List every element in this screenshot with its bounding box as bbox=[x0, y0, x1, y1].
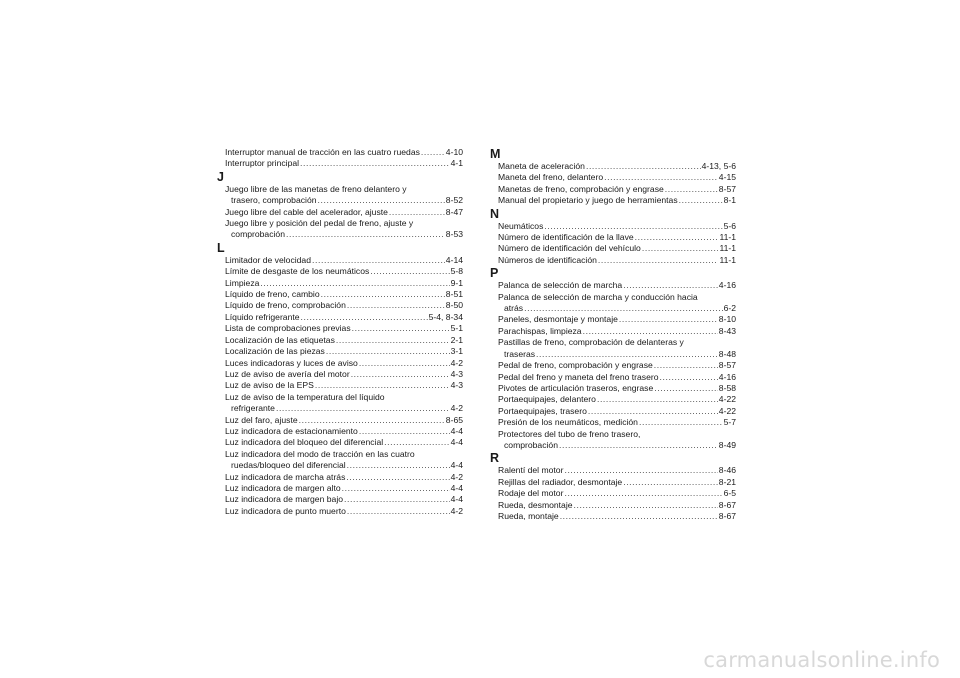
entry-text-line: Pastillas de freno, comprobación de delanteras y bbox=[498, 337, 684, 348]
dot-leader bbox=[536, 349, 718, 360]
index-entry bbox=[225, 147, 463, 158]
entry-row bbox=[498, 303, 736, 314]
dot-leader bbox=[315, 380, 450, 391]
dot-leader bbox=[654, 383, 718, 394]
entry-row bbox=[225, 207, 463, 218]
dot-leader bbox=[299, 415, 445, 426]
entry-term: Portaequipajes, delantero bbox=[498, 394, 596, 405]
entry-term: Interruptor manual de tracción en las cuatro ruedas bbox=[225, 147, 420, 157]
entry-term: Luz de aviso de avería del motor bbox=[225, 368, 350, 379]
entry-row bbox=[225, 312, 463, 323]
dot-leader bbox=[326, 346, 450, 357]
index-entry bbox=[225, 369, 463, 380]
entry-term: Luces indicadoras y luces de aviso bbox=[225, 357, 358, 368]
dot-leader bbox=[359, 358, 450, 369]
page-reference: 4-2 bbox=[450, 403, 463, 414]
entry-row bbox=[498, 280, 736, 291]
dot-leader bbox=[679, 195, 723, 206]
entry-text-line: Luz de aviso de la temperatura del líquido bbox=[225, 391, 385, 402]
index-entry bbox=[498, 243, 736, 254]
entry-term: Interruptor principal bbox=[225, 158, 300, 169]
entry-row bbox=[225, 323, 463, 334]
index-entry bbox=[225, 184, 463, 207]
dot-leader bbox=[347, 300, 445, 311]
dot-leader bbox=[384, 437, 449, 448]
entry-term: Luz indicadora de estacionamiento bbox=[225, 425, 358, 436]
entry-row bbox=[225, 335, 463, 346]
dot-leader bbox=[524, 303, 722, 314]
dot-leader bbox=[619, 314, 718, 325]
index-entry bbox=[225, 300, 463, 311]
index-entry bbox=[225, 289, 463, 300]
entry-text-line: Protectores del tubo de freno trasero, bbox=[498, 428, 641, 439]
page-reference: 4-4 bbox=[450, 494, 463, 505]
page-reference: 6-5 bbox=[723, 488, 736, 499]
page-reference: 4-3 bbox=[450, 380, 463, 391]
entry-term: Luz de aviso de la EPS bbox=[225, 380, 314, 391]
entry-term: Líquido refrigerante bbox=[225, 311, 300, 322]
index-entry bbox=[225, 255, 463, 266]
entry-row bbox=[498, 255, 736, 266]
entry-term: comprobación bbox=[504, 439, 558, 450]
page-reference: 4-1 bbox=[450, 158, 463, 169]
index-entry bbox=[498, 383, 736, 394]
index-entry bbox=[225, 506, 463, 517]
entry-row bbox=[225, 483, 463, 494]
section-letter-heading: N bbox=[490, 206, 500, 221]
dot-leader bbox=[654, 360, 718, 371]
entry-text-line: Juego libre y posición del pedal de freno, ajuste y bbox=[225, 218, 414, 229]
entry-row bbox=[498, 172, 736, 183]
page-reference: 8-50 bbox=[445, 300, 463, 311]
index-entry bbox=[225, 266, 463, 277]
index-entry bbox=[498, 500, 736, 511]
index-entry bbox=[498, 255, 736, 266]
entry-term: Manetas de freno, comprobación y engrase bbox=[498, 183, 664, 194]
page-reference: 8-58 bbox=[718, 382, 736, 393]
entry-term: Presión de los neumáticos, medición bbox=[498, 417, 638, 428]
entry-term: refrigerante bbox=[231, 403, 275, 414]
index-entry bbox=[225, 437, 463, 448]
entry-row bbox=[225, 358, 463, 369]
entry-row bbox=[498, 372, 736, 383]
entry-term: Número de identificación del vehículo bbox=[498, 243, 641, 254]
entry-row bbox=[225, 369, 463, 380]
index-entry bbox=[498, 429, 736, 452]
entry-term: Número de identificación de la llave bbox=[498, 232, 634, 243]
index-entry bbox=[498, 161, 736, 172]
page-reference: 4-4 bbox=[450, 425, 463, 436]
dot-leader bbox=[286, 229, 445, 240]
entry-text-line: Palanca de selección de marcha y conducción hacia bbox=[498, 291, 698, 302]
index-entry bbox=[498, 292, 736, 315]
index-section bbox=[490, 147, 736, 207]
entry-row bbox=[225, 380, 463, 391]
dot-leader bbox=[564, 465, 717, 476]
entry-term: atrás bbox=[504, 303, 524, 314]
page-reference: 4-4 bbox=[450, 482, 463, 493]
entry-term: comprobación bbox=[231, 229, 285, 240]
index-entry bbox=[498, 184, 736, 195]
dot-leader bbox=[351, 369, 450, 380]
page-reference: 4-10 bbox=[445, 147, 463, 157]
entry-term: Límite de desgaste de los neumáticos bbox=[225, 266, 370, 277]
index-entry bbox=[225, 207, 463, 218]
entry-term: Limitador de velocidad bbox=[225, 254, 311, 265]
page-reference: 8-65 bbox=[445, 414, 463, 425]
entry-term: Maneta del freno, delantero bbox=[498, 172, 604, 183]
page-reference: 4-16 bbox=[718, 371, 736, 382]
dot-leader bbox=[276, 403, 450, 414]
entry-term: Palanca de selección de marcha bbox=[498, 280, 623, 291]
entry-row bbox=[225, 278, 463, 289]
index-section bbox=[217, 240, 463, 517]
entry-row bbox=[498, 195, 736, 206]
dot-leader bbox=[588, 406, 718, 417]
page-reference: 8-10 bbox=[718, 314, 736, 325]
page-reference: 2-1 bbox=[450, 334, 463, 345]
entry-row bbox=[225, 229, 463, 240]
entry-row bbox=[498, 383, 736, 394]
page-reference: 8-49 bbox=[718, 439, 736, 450]
entry-row bbox=[498, 440, 736, 451]
section-letter-heading: R bbox=[490, 451, 500, 466]
index-entry bbox=[225, 323, 463, 334]
page-reference: 4-4 bbox=[450, 437, 463, 448]
dot-leader bbox=[321, 289, 445, 300]
index-entry bbox=[498, 221, 736, 232]
entry-term: Neumáticos bbox=[498, 220, 544, 231]
page-reference: 4-4 bbox=[450, 460, 463, 471]
dot-leader bbox=[359, 426, 450, 437]
entry-term: Juego libre del cable del acelerador, ajuste bbox=[225, 206, 388, 217]
page-reference: 8-21 bbox=[718, 476, 736, 487]
entry-row bbox=[225, 460, 463, 471]
index-entry bbox=[498, 477, 736, 488]
entry-term: Luz indicadora de margen bajo bbox=[225, 494, 344, 505]
dot-leader bbox=[586, 161, 701, 172]
index-entry bbox=[498, 360, 736, 371]
dot-leader bbox=[544, 221, 722, 232]
entry-term: Manual del propietario y juego de herramientas bbox=[498, 195, 678, 206]
entry-term: Localización de las piezas bbox=[225, 346, 325, 357]
entry-term: Pedal de freno, comprobación y engrase bbox=[498, 360, 653, 371]
page-reference: 8-57 bbox=[718, 183, 736, 194]
page-reference: 3-1 bbox=[450, 346, 463, 357]
entry-row bbox=[498, 465, 736, 476]
entry-row bbox=[225, 506, 463, 517]
page-reference: 4-2 bbox=[450, 471, 463, 482]
entry-row bbox=[225, 346, 463, 357]
entry-term: Luz indicadora del bloqueo del diferencial bbox=[225, 437, 384, 448]
dot-leader bbox=[301, 312, 428, 323]
dot-leader bbox=[389, 207, 445, 218]
dot-leader bbox=[639, 417, 723, 428]
entry-row bbox=[225, 158, 463, 169]
page-reference: 8-48 bbox=[718, 348, 736, 359]
section-letter-heading: M bbox=[490, 147, 501, 161]
page-reference: 4-2 bbox=[450, 505, 463, 516]
dot-leader bbox=[352, 323, 450, 334]
entry-term: Paneles, desmontaje y montaje bbox=[498, 314, 618, 325]
entry-row bbox=[498, 161, 736, 172]
entry-row bbox=[225, 255, 463, 266]
dot-leader bbox=[642, 243, 719, 254]
index-entry bbox=[498, 372, 736, 383]
entry-term: Maneta de aceleración bbox=[498, 161, 585, 171]
dot-leader bbox=[574, 500, 718, 511]
entry-term: Luz indicadora de margen alto bbox=[225, 482, 341, 493]
index-entry bbox=[498, 280, 736, 291]
entry-term: Números de identificación bbox=[498, 254, 597, 265]
entry-row bbox=[225, 403, 463, 414]
dot-leader bbox=[597, 394, 718, 405]
dot-leader bbox=[347, 460, 450, 471]
index-entry bbox=[498, 394, 736, 405]
page-reference: 8-47 bbox=[445, 206, 463, 217]
dot-leader bbox=[344, 494, 450, 505]
entry-term: Ralentí del motor bbox=[498, 465, 564, 476]
index-entry bbox=[498, 488, 736, 499]
index-entry bbox=[225, 218, 463, 241]
index-section bbox=[490, 266, 736, 451]
entry-term: Portaequipajes, trasero bbox=[498, 405, 587, 416]
page-reference: 11-1 bbox=[719, 232, 736, 243]
page-reference: 4-15 bbox=[718, 172, 736, 183]
entry-row bbox=[498, 488, 736, 499]
entry-row bbox=[225, 415, 463, 426]
index-entry bbox=[498, 326, 736, 337]
entry-row bbox=[225, 195, 463, 206]
index-entry bbox=[225, 483, 463, 494]
index-entry bbox=[225, 312, 463, 323]
index-entry bbox=[225, 449, 463, 472]
entry-row bbox=[225, 426, 463, 437]
page-reference: 4-13, 5-6 bbox=[701, 161, 736, 171]
dot-leader bbox=[564, 488, 722, 499]
entry-term: Localización de las etiquetas bbox=[225, 334, 335, 345]
page-reference: 11-1 bbox=[719, 254, 736, 265]
dot-leader bbox=[660, 372, 718, 383]
entry-row bbox=[498, 406, 736, 417]
page-reference: 4-3 bbox=[450, 368, 463, 379]
entry-row bbox=[498, 232, 736, 243]
index-entry bbox=[498, 172, 736, 183]
entry-row bbox=[498, 221, 736, 232]
index-entry bbox=[225, 415, 463, 426]
index-entry bbox=[498, 406, 736, 417]
dot-leader bbox=[300, 158, 450, 169]
dot-leader bbox=[623, 477, 718, 488]
entry-term: Rodaje del motor bbox=[498, 488, 564, 499]
page-reference: 5-8 bbox=[450, 266, 463, 277]
dot-leader bbox=[318, 195, 445, 206]
dot-leader bbox=[583, 326, 718, 337]
dot-leader bbox=[346, 472, 449, 483]
entry-term: Pivotes de articulación traseros, engrase bbox=[498, 382, 654, 393]
section-letter-heading: P bbox=[490, 266, 499, 281]
page-reference: 11-1 bbox=[719, 243, 736, 254]
dot-leader bbox=[560, 511, 718, 522]
entry-term: Luz indicadora de punto muerto bbox=[225, 505, 346, 516]
dot-leader bbox=[623, 280, 718, 291]
index-entry bbox=[498, 232, 736, 243]
index-entry bbox=[225, 392, 463, 415]
watermark-footer[interactable]: carmanualsonline.info bbox=[703, 648, 940, 672]
entry-term: Líquido de freno, cambio bbox=[225, 289, 320, 300]
page-reference: 8-51 bbox=[445, 289, 463, 300]
entry-row bbox=[225, 472, 463, 483]
page-reference: 9-1 bbox=[450, 277, 463, 288]
page-reference: 4-16 bbox=[718, 280, 736, 291]
entry-row bbox=[498, 326, 736, 337]
entry-row bbox=[225, 437, 463, 448]
entry-row bbox=[498, 394, 736, 405]
index-entry bbox=[225, 494, 463, 505]
entry-term: Rueda, desmontaje bbox=[498, 499, 573, 510]
index-entry bbox=[498, 465, 736, 476]
dot-leader bbox=[347, 506, 450, 517]
entry-term: Lista de comprobaciones previas bbox=[225, 323, 351, 334]
index-entry bbox=[498, 195, 736, 206]
page-reference: 8-67 bbox=[718, 499, 736, 510]
dot-leader bbox=[604, 172, 718, 183]
page-reference: 8-67 bbox=[718, 510, 736, 521]
entry-term: ruedas/bloqueo del diferencial bbox=[231, 460, 346, 471]
page-reference: 8-43 bbox=[718, 325, 736, 336]
page-reference: 8-46 bbox=[718, 465, 736, 476]
entry-row bbox=[498, 417, 736, 428]
entry-term: Rueda, montaje bbox=[498, 510, 559, 521]
page-reference: 8-52 bbox=[445, 195, 463, 206]
page-reference: 5-6 bbox=[723, 220, 736, 231]
dot-leader bbox=[336, 335, 450, 346]
page-reference: 8-53 bbox=[445, 229, 463, 240]
entry-term: Luz indicadora de marcha atrás bbox=[225, 471, 346, 482]
index-entry bbox=[225, 472, 463, 483]
section-letter-heading: L bbox=[217, 240, 225, 255]
index-entry bbox=[498, 511, 736, 522]
entry-row bbox=[225, 147, 463, 158]
page-reference: 4-2 bbox=[450, 357, 463, 368]
entry-row bbox=[498, 243, 736, 254]
page-reference: 4-14 bbox=[445, 254, 463, 265]
entry-row bbox=[225, 494, 463, 505]
index-section bbox=[490, 451, 736, 522]
page-reference: 4-22 bbox=[718, 405, 736, 416]
page-reference: 4-22 bbox=[718, 394, 736, 405]
entry-row bbox=[225, 266, 463, 277]
dot-leader bbox=[421, 147, 445, 158]
entry-term: Pedal del freno y maneta del freno trasero bbox=[498, 371, 659, 382]
index-entry bbox=[225, 380, 463, 391]
dot-leader bbox=[370, 266, 449, 277]
index-entry bbox=[225, 158, 463, 169]
index-section bbox=[490, 206, 736, 267]
page-reference: 6-2 bbox=[723, 303, 736, 314]
entry-term: traseras bbox=[504, 348, 536, 359]
page-reference: 5-4, 8-34 bbox=[428, 311, 463, 322]
entry-row bbox=[498, 360, 736, 371]
entry-term: Líquido de freno, comprobación bbox=[225, 300, 346, 311]
page-reference: 5-7 bbox=[723, 417, 736, 428]
index-entry bbox=[498, 314, 736, 325]
dot-leader bbox=[635, 232, 719, 243]
entry-text-line: Luz indicadora del modo de tracción en las cuatro bbox=[225, 448, 415, 459]
entry-term: Parachispas, limpieza bbox=[498, 325, 582, 336]
entry-row bbox=[498, 511, 736, 522]
dot-leader bbox=[559, 440, 718, 451]
index-entry bbox=[225, 278, 463, 289]
index-column-right bbox=[490, 147, 736, 522]
section-letter-heading: J bbox=[217, 169, 224, 184]
page-reference: 8-57 bbox=[718, 360, 736, 371]
entry-row bbox=[498, 477, 736, 488]
index-entry bbox=[225, 346, 463, 357]
dot-leader bbox=[342, 483, 450, 494]
entry-row bbox=[498, 184, 736, 195]
index-entry bbox=[225, 335, 463, 346]
index-entry bbox=[498, 417, 736, 428]
entry-row bbox=[225, 300, 463, 311]
dot-leader bbox=[665, 184, 718, 195]
index-entry bbox=[498, 337, 736, 360]
entry-row bbox=[225, 289, 463, 300]
page-reference: 5-1 bbox=[450, 323, 463, 334]
index-section bbox=[217, 169, 463, 241]
entry-text-line: Juego libre de las manetas de freno delantero y bbox=[225, 183, 407, 194]
index-entry bbox=[225, 426, 463, 437]
page-reference: 8-1 bbox=[723, 195, 736, 206]
dot-leader bbox=[260, 278, 449, 289]
index-column-left bbox=[217, 147, 463, 517]
dot-leader bbox=[312, 255, 445, 266]
entry-term: Rejillas del radiador, desmontaje bbox=[498, 476, 623, 487]
index-entry bbox=[225, 358, 463, 369]
entry-row bbox=[498, 349, 736, 360]
dot-leader bbox=[598, 255, 719, 266]
entry-row bbox=[498, 500, 736, 511]
entry-term: trasero, comprobación bbox=[231, 195, 317, 206]
entry-term: Luz del faro, ajuste bbox=[225, 414, 298, 425]
entry-term: Limpieza bbox=[225, 277, 260, 288]
index-section bbox=[225, 147, 463, 170]
entry-row bbox=[498, 314, 736, 325]
